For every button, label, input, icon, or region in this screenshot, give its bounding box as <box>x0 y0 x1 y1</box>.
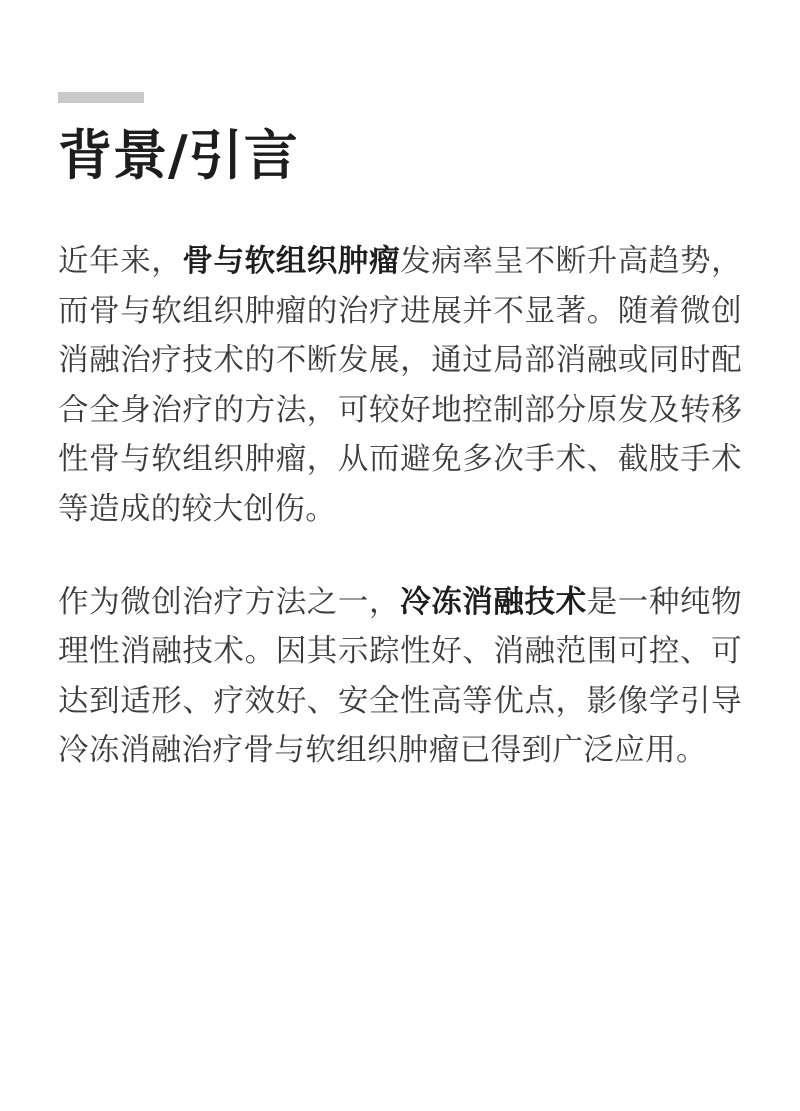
emphasis-text: 冷冻消融技术 <box>400 584 587 619</box>
title-accent-bar <box>58 92 144 103</box>
body-text: 作为微创治疗方法之一， <box>58 584 401 619</box>
page-title: 背景/引言 <box>58 123 299 187</box>
paragraph-2 <box>58 578 742 776</box>
emphasis-text: 骨与软组织肿瘤 <box>182 244 401 279</box>
body-text: 发病率呈不断升高趋势，而骨与软组织肿瘤的治疗进展并不显著。随着微创消融治疗技术的不断发展，通过局部消融或同时配合全身治疗的方法，可较好地控制部分原发及转移性骨与软组织肿瘤，从而避免多次手术、截肢手术等造成的较大创伤。 <box>58 244 742 526</box>
body-text: 近年来， <box>58 244 183 279</box>
document-body <box>58 237 742 775</box>
body-text: 是一种纯物理性消融技术。因其示踪性好、消融范围可控、可达到适形、疗效好、安全性高等优点，影像学引导冷冻消融治疗骨与软组织肿瘤已得到广泛应用。 <box>58 584 743 768</box>
paragraph-1 <box>58 237 742 533</box>
